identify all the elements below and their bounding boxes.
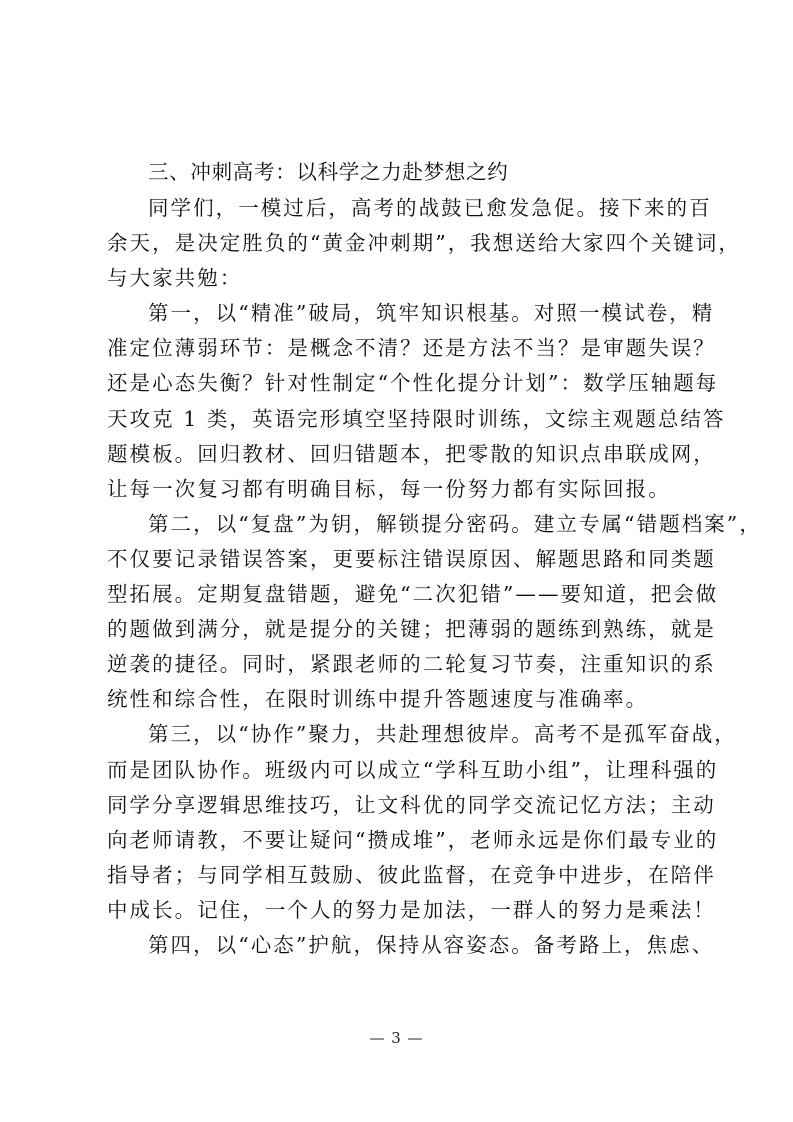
paragraph-intro: [107, 191, 741, 296]
text-line: 天攻克 1 类，英语完形填空坚持限时训练，文综主观题总结答: [107, 406, 726, 431]
page-body: [107, 153, 762, 963]
text-line: 统性和综合性，在限时训练中提升答题速度与准确率。: [107, 687, 649, 712]
text-line: 余天，是决定胜负的“黄金冲刺期”，我想送给大家四个关键词，: [107, 231, 741, 256]
text-line: 还是心态失衡？针对性制定“个性化提分计划”：数学压轴题每: [107, 371, 719, 396]
text-line: 第一，以“精准”破局，筑牢知识根基。对照一模试卷，精: [148, 301, 715, 326]
paragraph-review: [107, 507, 762, 718]
text-line: 中成长。记住，一个人的努力是加法，一群人的努力是乘法！: [107, 897, 716, 922]
paragraph-precision: [107, 296, 726, 507]
text-line: 让每一次复习都有明确目标，每一份努力都有实际回报。: [107, 476, 671, 501]
paragraph-mindset: [107, 928, 715, 963]
text-line: 题模板。回归教材、回归错题本，把零散的知识点串联成网，: [107, 441, 716, 466]
text-line: 第三，以“协作”聚力，共赴理想彼岸。高考不是孤军奋战，: [148, 722, 737, 747]
text-line: 而是团队协作。班级内可以成立“学科互助小组”，让理科强的: [107, 757, 719, 782]
text-line: 指导者；与同学相互鼓励、彼此监督，在竞争中进步，在陪伴: [107, 862, 716, 887]
page-number: — 3 —: [369, 1029, 424, 1047]
text-line: 不仅要记录错误答案，更要标注错误原因、解题思路和同类题: [107, 546, 716, 571]
text-line: 型拓展。定期复盘错题，避免“二次犯错”——要知道，把会做: [107, 582, 719, 607]
text-line: 第四，以“心态”护航，保持从容姿态。备考路上，焦虑、: [148, 932, 715, 957]
text-line: 同学们，一模过后，高考的战鼓已愈发急促。接下来的百: [148, 196, 712, 220]
section-heading: 三、冲刺高考：以科学之力赴梦想之约: [148, 160, 509, 184]
text-line: 的题做到满分，就是提分的关键；把薄弱的题练到熟练，就是: [107, 617, 716, 642]
paragraph-collaboration: [107, 717, 737, 928]
text-line: 与大家共勉：: [107, 266, 243, 291]
text-line: 逆袭的捷径。同时，紧跟老师的二轮复习节奏，注重知识的系: [107, 652, 716, 677]
text-line: 向老师请教，不要让疑问“攒成堆”，老师永远是你们最专业的: [107, 827, 719, 852]
text-line: 第二，以“复盘”为钥，解锁提分密码。建立专属“错题档案”，: [148, 511, 762, 536]
text-line: 准定位薄弱环节：是概念不清？还是方法不当？是审题失误？: [107, 336, 716, 361]
text-line: 同学分享逻辑思维技巧，让文科优的同学交流记忆方法；主动: [107, 792, 716, 817]
